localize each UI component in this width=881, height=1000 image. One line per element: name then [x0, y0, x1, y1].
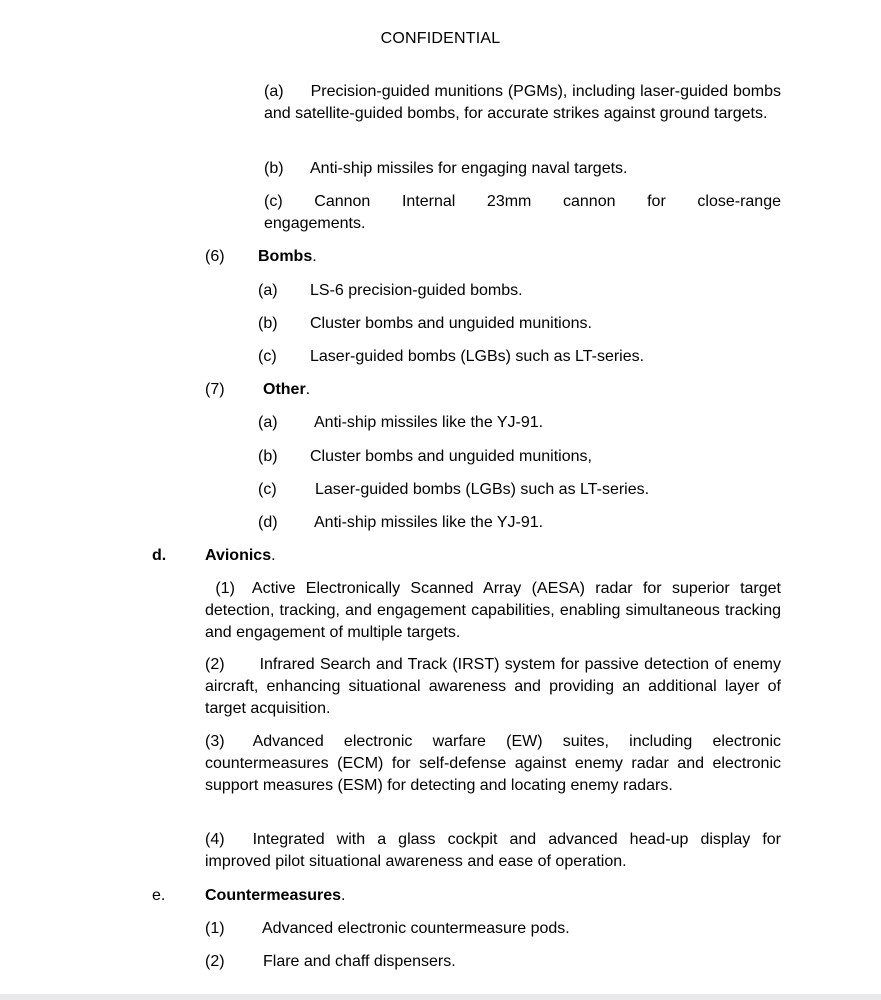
- avionics-item-text: Advanced electronic warfare (EW) suites, including electronic countermeasures (ECM) for self-defense against enemy radar and electronic support measures (ESM) for detecting and locating enemy radars.: [205, 733, 781, 794]
- bombs-item: [258, 280, 523, 302]
- countermeasures-item-number: (1): [205, 920, 225, 937]
- other-item-text: Anti-ship missiles like the YJ-91.: [314, 414, 544, 431]
- bombs-item: [258, 346, 644, 368]
- other-item: [258, 479, 649, 501]
- weapon-item-a-text: Precision-guided munitions (PGMs), including laser-guided bombs and satellite-guided bombs, for accurate strikes against ground targets.: [264, 83, 781, 122]
- avionics-title-period: .: [271, 547, 276, 564]
- avionics-item-text: Active Electronically Scanned Array (AESA) radar for superior target detection, tracking, and engagement capabilities, enabling simultaneous tracking and engagement of multiple targets.: [205, 580, 782, 641]
- other-item: [258, 512, 543, 534]
- bombs-item-number: (c): [258, 348, 277, 365]
- countermeasures-heading: [152, 885, 346, 907]
- bombs-item-number: (b): [258, 315, 278, 332]
- weapon-item-c-text-continued: engagements.: [264, 215, 366, 232]
- bombs-item-text: Cluster bombs and unguided munitions.: [310, 315, 592, 332]
- countermeasures-letter: e.: [152, 887, 166, 904]
- bombs-item-number: (a): [258, 282, 278, 299]
- weapon-item-c: [264, 191, 781, 235]
- avionics-item-text: Integrated with a glass cockpit and advanced head-up display for improved pilot situational awareness and ease of operation.: [205, 831, 781, 870]
- bombs-item: [258, 313, 592, 335]
- other-item-text: Cluster bombs and unguided munitions,: [310, 448, 592, 465]
- other-item-number: (c): [258, 481, 277, 498]
- avionics-item: [205, 731, 781, 797]
- avionics-item-number: (3): [205, 733, 225, 750]
- weapon-item-a-number: (a): [264, 83, 284, 100]
- avionics-heading: [152, 545, 276, 567]
- weapon-item-a: [264, 81, 781, 125]
- bombs-heading: [205, 246, 317, 268]
- countermeasures-title: Countermeasures: [205, 887, 342, 904]
- other-number: (7): [205, 381, 225, 398]
- weapon-item-c-text: Cannon Internal 23mm cannon for close-range: [314, 193, 781, 210]
- other-item: [258, 412, 543, 434]
- countermeasures-item-text: Flare and chaff dispensers.: [263, 953, 456, 970]
- countermeasures-item-number: (2): [205, 953, 225, 970]
- countermeasures-item: [205, 918, 570, 940]
- other-item-number: (a): [258, 414, 278, 431]
- bombs-title-period: .: [312, 248, 317, 265]
- bombs-item-text: Laser-guided bombs (LGBs) such as LT-series.: [310, 348, 645, 365]
- bombs-item-text: LS-6 precision-guided bombs.: [310, 282, 523, 299]
- avionics-item-number: (2): [205, 656, 225, 673]
- other-item-number: (b): [258, 448, 278, 465]
- avionics-item: [205, 829, 781, 873]
- classification-header: CONFIDENTIAL: [380, 30, 501, 47]
- other-title: Other: [263, 381, 306, 398]
- weapon-item-b-number: (b): [264, 160, 284, 177]
- countermeasures-title-period: .: [341, 887, 346, 904]
- weapon-item-b: [264, 158, 781, 180]
- avionics-title: Avionics: [205, 547, 272, 564]
- avionics-item: [205, 578, 781, 644]
- weapon-item-b-text: Anti-ship missiles for engaging naval targets.: [310, 160, 628, 177]
- bombs-title: Bombs: [258, 248, 313, 265]
- avionics-letter: d.: [152, 547, 167, 564]
- avionics-item-number: (1): [215, 580, 235, 597]
- page-bottom-edge: [0, 994, 881, 1000]
- other-item: [258, 446, 592, 468]
- avionics-item: [205, 654, 781, 720]
- other-heading: [205, 379, 310, 401]
- other-item-number: (d): [258, 514, 278, 531]
- bombs-number: (6): [205, 248, 225, 265]
- other-item-text: Laser-guided bombs (LGBs) such as LT-series.: [315, 481, 650, 498]
- other-item-text: Anti-ship missiles like the YJ-91.: [314, 514, 544, 531]
- weapon-item-c-number: (c): [264, 193, 283, 210]
- other-title-period: .: [305, 381, 311, 398]
- avionics-item-text: Infrared Search and Track (IRST) system for passive detection of enemy aircraft, enhancing situational awareness and providing an additional layer of target acquisition.: [205, 656, 781, 717]
- avionics-item-number: (4): [205, 831, 225, 848]
- countermeasures-item: [205, 951, 456, 973]
- countermeasures-item-text: Advanced electronic countermeasure pods.: [262, 920, 570, 937]
